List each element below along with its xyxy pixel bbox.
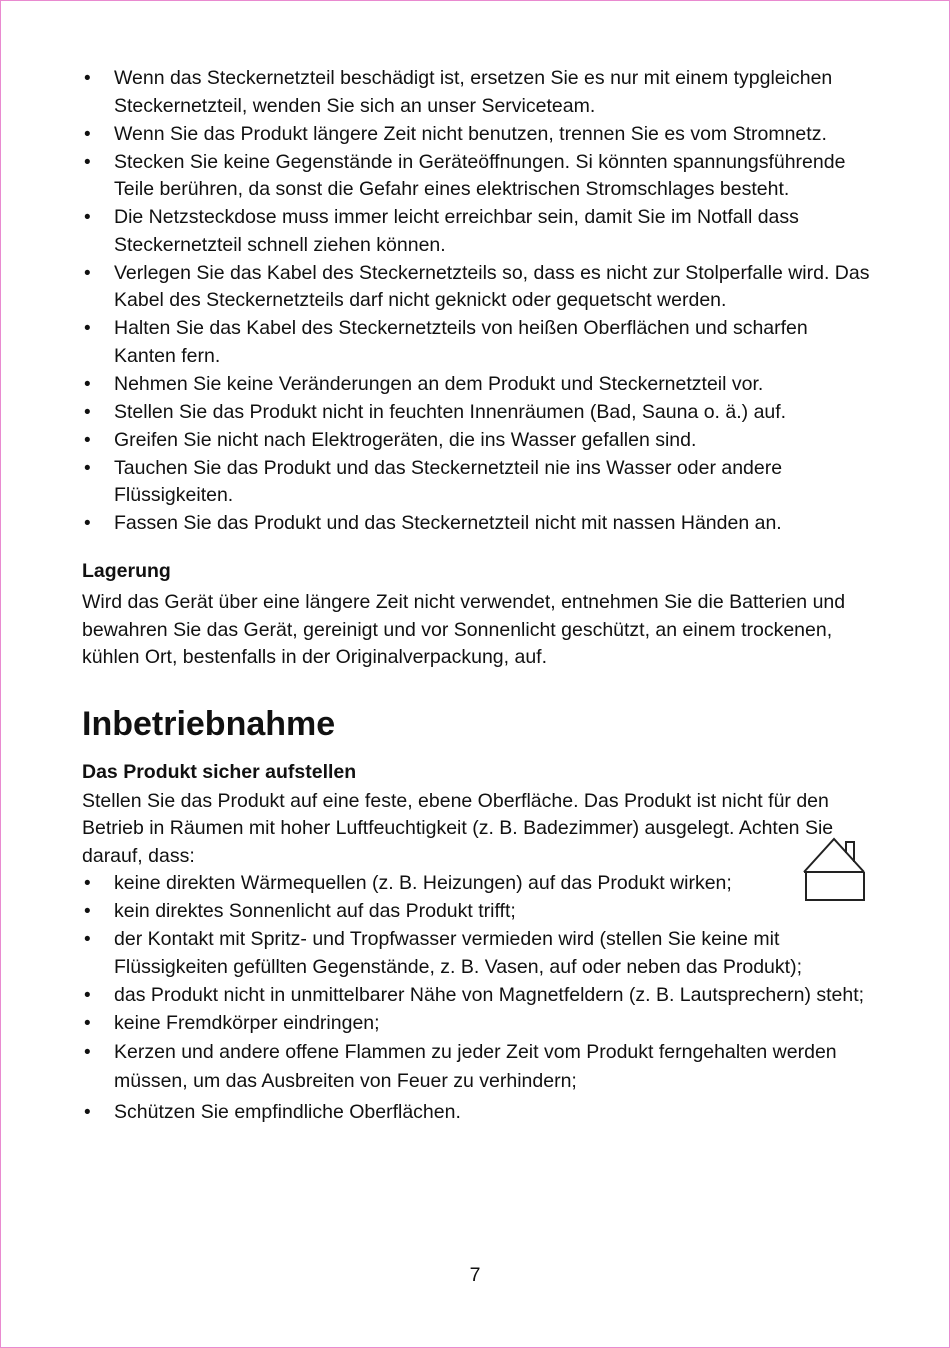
page-number: 7 [469, 1264, 481, 1286]
list-item [82, 982, 872, 1010]
list-item-text: Fassen Sie das Produkt und das Steckernetzteil nicht mit nassen Händen an. [114, 512, 782, 534]
bullet-icon: • [84, 513, 91, 534]
bullet-icon: • [84, 318, 91, 339]
list-item-text: Wenn das Steckernetzteil beschädigt ist, ersetzen Sie es nur mit einem typgleichen Steckernetzteil, wenden Sie sich an unser Serviceteam. [114, 67, 833, 117]
section-title: Inbetriebnahme [82, 704, 336, 743]
bullet-icon: • [84, 1041, 91, 1063]
safety-list [82, 65, 872, 538]
list-item-text: Stecken Sie keine Gegenstände in Geräteöffnungen. Si könnten spannungsführende Teile berühren, da sonst die Gefahr eines elektrischen Stromschlages besteht. [114, 150, 846, 200]
list-item-text: der Kontakt mit Spritz- und Tropfwasser vermieden wird (stellen Sie keine mit Flüssigkeiten gefüllten Gegenstände, z. B. Vasen, auf oder neben das Produkt); [114, 928, 802, 978]
list-item-text: Greifen Sie nicht nach Elektrogeräten, die ins Wasser gefallen sind. [114, 428, 697, 451]
list-item [82, 315, 872, 370]
bullet-icon: • [84, 929, 91, 950]
list-item [82, 926, 872, 981]
list-item-text: keine direkten Wärmequellen (z. B. Heizungen) auf das Produkt wirken; [114, 872, 732, 894]
bullet-icon: • [84, 429, 91, 451]
bullet-icon: • [84, 984, 91, 1006]
bullet-icon: • [84, 901, 91, 922]
list-item-text: Die Netzsteckdose muss immer leicht erreichbar sein, damit Sie im Notfall dass Steckernetzteil schnell ziehen können. [114, 206, 799, 256]
list-item [82, 1099, 872, 1127]
list-item-text: Verlegen Sie das Kabel des Steckernetzteils so, dass es nicht zur Stolperfalle wird. Das Kabel des Steckernetzteils darf nicht geknickt oder gequetscht werden. [114, 261, 870, 311]
list-item-text: Wenn Sie das Produkt längere Zeit nicht benutzen, trennen Sie es vom Stromnetz. [114, 122, 827, 145]
bullet-icon: • [84, 123, 91, 145]
list-item [82, 1010, 872, 1038]
list-item [82, 510, 872, 538]
setup-intro: Stellen Sie das Produkt auf eine feste, ebene Oberfläche. Das Produkt ist nicht für den Betrieb in Räumen mit hoher Luftfeuchtigkeit (z. B. Badezimmer) ausgelegt. Achten Sie darauf, dass: [82, 789, 834, 867]
list-item [82, 204, 872, 259]
bullet-icon: • [84, 401, 91, 423]
list-item-text: Tauchen Sie das Produkt und das Steckernetzteil nie ins Wasser oder andere Flüssigkeiten. [114, 456, 783, 506]
list-item [82, 399, 872, 427]
list-item-text: Halten Sie das Kabel des Steckernetzteils von heißen Oberflächen und scharfen Kanten fern. [114, 317, 808, 367]
setup-list [82, 870, 872, 1126]
list-item [82, 121, 872, 149]
list-item [82, 260, 872, 315]
bullet-icon: • [84, 457, 91, 479]
list-item-text: Stellen Sie das Produkt nicht in feuchten Innenräumen (Bad, Sauna o. ä.) auf. [114, 400, 787, 423]
page-content [82, 65, 872, 1127]
list-item-text: Nehmen Sie keine Veränderungen an dem Produkt und Steckernetzteil vor. [114, 372, 764, 395]
bullet-icon: • [84, 151, 91, 173]
list-item-text: das Produkt nicht in unmittelbarer Nähe von Magnetfeldern (z. B. Lautsprechern) steht; [114, 983, 865, 1006]
bullet-icon: • [84, 1101, 91, 1123]
list-item [82, 149, 872, 204]
bullet-icon: • [84, 207, 91, 228]
list-item-text: keine Fremdkörper eindringen; [114, 1011, 380, 1034]
list-item-text: kein direktes Sonnenlicht auf das Produkt trifft; [114, 900, 516, 922]
list-item [82, 898, 872, 926]
list-item-text: Kerzen und andere offene Flammen zu jeder Zeit vom Produkt ferngehalten werden müssen, um das Ausbreiten von Feuer zu verhindern; [114, 1040, 837, 1092]
list-item [82, 1038, 872, 1096]
list-item [82, 65, 872, 120]
house-icon [802, 836, 866, 902]
setup-subheading: Das Produkt sicher aufstellen [82, 760, 357, 783]
bullet-icon: • [84, 262, 91, 284]
bullet-icon: • [84, 1012, 91, 1034]
list-item [82, 455, 872, 510]
storage-text: Wird das Gerät über eine längere Zeit nicht verwendet, entnehmen Sie die Batterien und bewahren Sie das Gerät, gereinigt und vor Sonnenlicht geschützt, an einem trockenen, kühlen Ort, bestenfalls in der Originalverpackung, auf. [82, 591, 846, 668]
list-item-text: Schützen Sie empfindliche Oberflächen. [114, 1100, 461, 1123]
bullet-icon: • [84, 873, 91, 894]
list-item [82, 371, 872, 399]
storage-heading: Lagerung [82, 560, 171, 582]
bullet-icon: • [84, 373, 91, 395]
bullet-icon: • [84, 68, 91, 89]
list-item [82, 870, 872, 898]
list-item [82, 427, 872, 455]
